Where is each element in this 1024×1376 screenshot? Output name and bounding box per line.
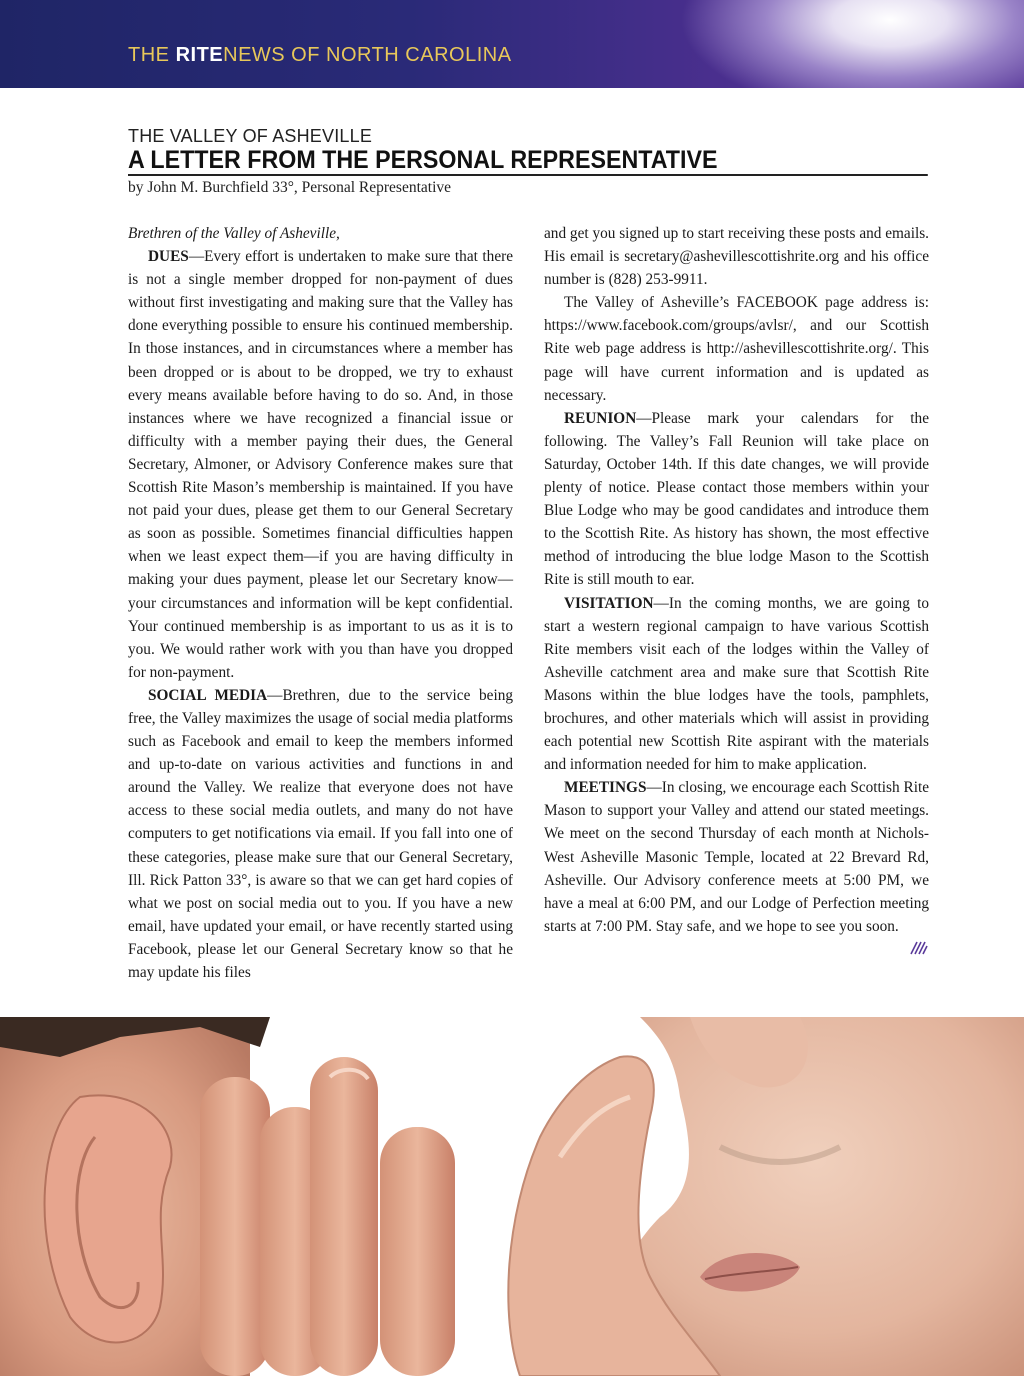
meetings-text: —In closing, we encourage each Scottish Rite Mason to support your Valley and attend our stated meetings. We meet on the second Thursday of each month at Nichols-West Asheville Masonic Temple, located at 22 Brevard Rd, Asheville. Our Advisory conference meets at 5:00 PM, we have a meal at 6:00 PM, and our Lodge of Perfection meeting starts at 7:00 PM. Stay safe, and we hope to see you soon. [544,779,929,935]
meetings-heading: MEETINGS [564,779,647,797]
visitation-heading: VISITATION [564,594,654,612]
brand-prefix: THE [128,44,176,66]
social-media-text: —Brethren, due to the service being free, the Valley maximizes the usage of social media platforms such as Facebook and email to keep the members informed and up-to-date on various activities and functions in and around the Valley. We realize that everyone does not have access to these social media outlets, and many do not have computers to get notifications via email. If you fall into one of these categories, please make sure that our General Secretary, Ill. Rick Patton 33°, is aware so that we can get hard copies of what we post on social media out to you. If you have a new email, have updated your email, or have recently started using Facebook, please let our General Secretary know so that he may update his files [128,686,514,981]
publication-brand [128,44,512,67]
dues-text: —Every effort is undertaken to make sure that there is not a single member dropped for non-payment of dues without first investigating and making sure that the Valley has done everything possible to ensure his continued membership. In those instances, and in circumstances where a member has been dropped or is about to be dropped, we try to exhaust every means available before having to do so. And, in those instances where we have recognized a financial issue or difficulty with a member paying their dues, the General Secretary, Almoner, or Advisory Conference makes sure that Scottish Rite Mason’s membership is maintained. If you have not paid your dues, please get them to our General Secretary as soon as possible. Sometimes financial difficulties happen when we least expect them—if you are having difficulty in making your dues payment, please let our Secretary know—your circumstances and information will be kept confidential. Your continued membership is as important to us as it is to you. We would rather work with you than have you dropped for non-payment. [128,248,513,681]
whisper-photo [0,1017,1024,1376]
visitation-text: —In the coming months, we are going to start a western regional campaign to have various Scottish Rite members visit each of the lodges within the Valley of Asheville catchment area and make sure that Scottish Rite Masons within the blue lodges have the tools, pamphlets, brochures, and other materials which will assist in providing each potential new Scottish Rite aspirant with the materials and information needed for him to make application. [544,594,929,774]
article-headline: A LETTER FROM THE PERSONAL REPRESENTATIVE [128,146,928,176]
dues-paragraph [128,245,513,684]
reunion-text: —Please mark your calendars for the following. The Valley’s Fall Reunion will take place on Saturday, October 14th. If this date changes, we will provide plenty of notice. Please contact those members within your Blue Lodge who may be good candidates and introduce them to the Scottish Rite. As history has shown, the most effective method of introducing the blue lodge Mason to the Scottish Rite is still mouth to ear. [544,409,929,589]
reunion-heading: REUNION [564,409,637,427]
end-of-article-mark-icon [889,940,929,963]
section-kicker: THE VALLEY OF ASHEVILLE [128,126,373,146]
right-column [544,222,929,963]
byline: by John M. Burchfield 33°, Personal Representative [128,179,452,196]
brand-suffix: NEWS OF NORTH CAROLINA [223,44,512,66]
masthead-banner [0,0,1024,88]
salutation: Brethren of the Valley of Asheville, [128,225,340,242]
reunion-paragraph [544,407,929,592]
social-media-paragraph [128,684,513,984]
article-header [128,126,928,197]
social-media-heading: SOCIAL MEDIA [148,686,268,704]
continuation-paragraph: and get you signed up to start receiving these posts and emails. His email is secretary@ashevillescottishrite.org and his office number is (828) 253-9911. [544,225,929,289]
brand-bold: RITE [175,44,224,66]
facebook-paragraph: The Valley of Asheville’s FACEBOOK page address is: https://www.facebook.com/groups/avlsr/, and our Scottish Rite web page address is http://ashevillescottishrite.org/. This page will have current information and is updated as necessary. [544,294,929,404]
meetings-paragraph [544,776,929,938]
whisper-illustration [0,1017,1024,1376]
left-column [128,222,513,984]
visitation-paragraph [544,592,929,777]
dues-heading: DUES [148,248,189,266]
